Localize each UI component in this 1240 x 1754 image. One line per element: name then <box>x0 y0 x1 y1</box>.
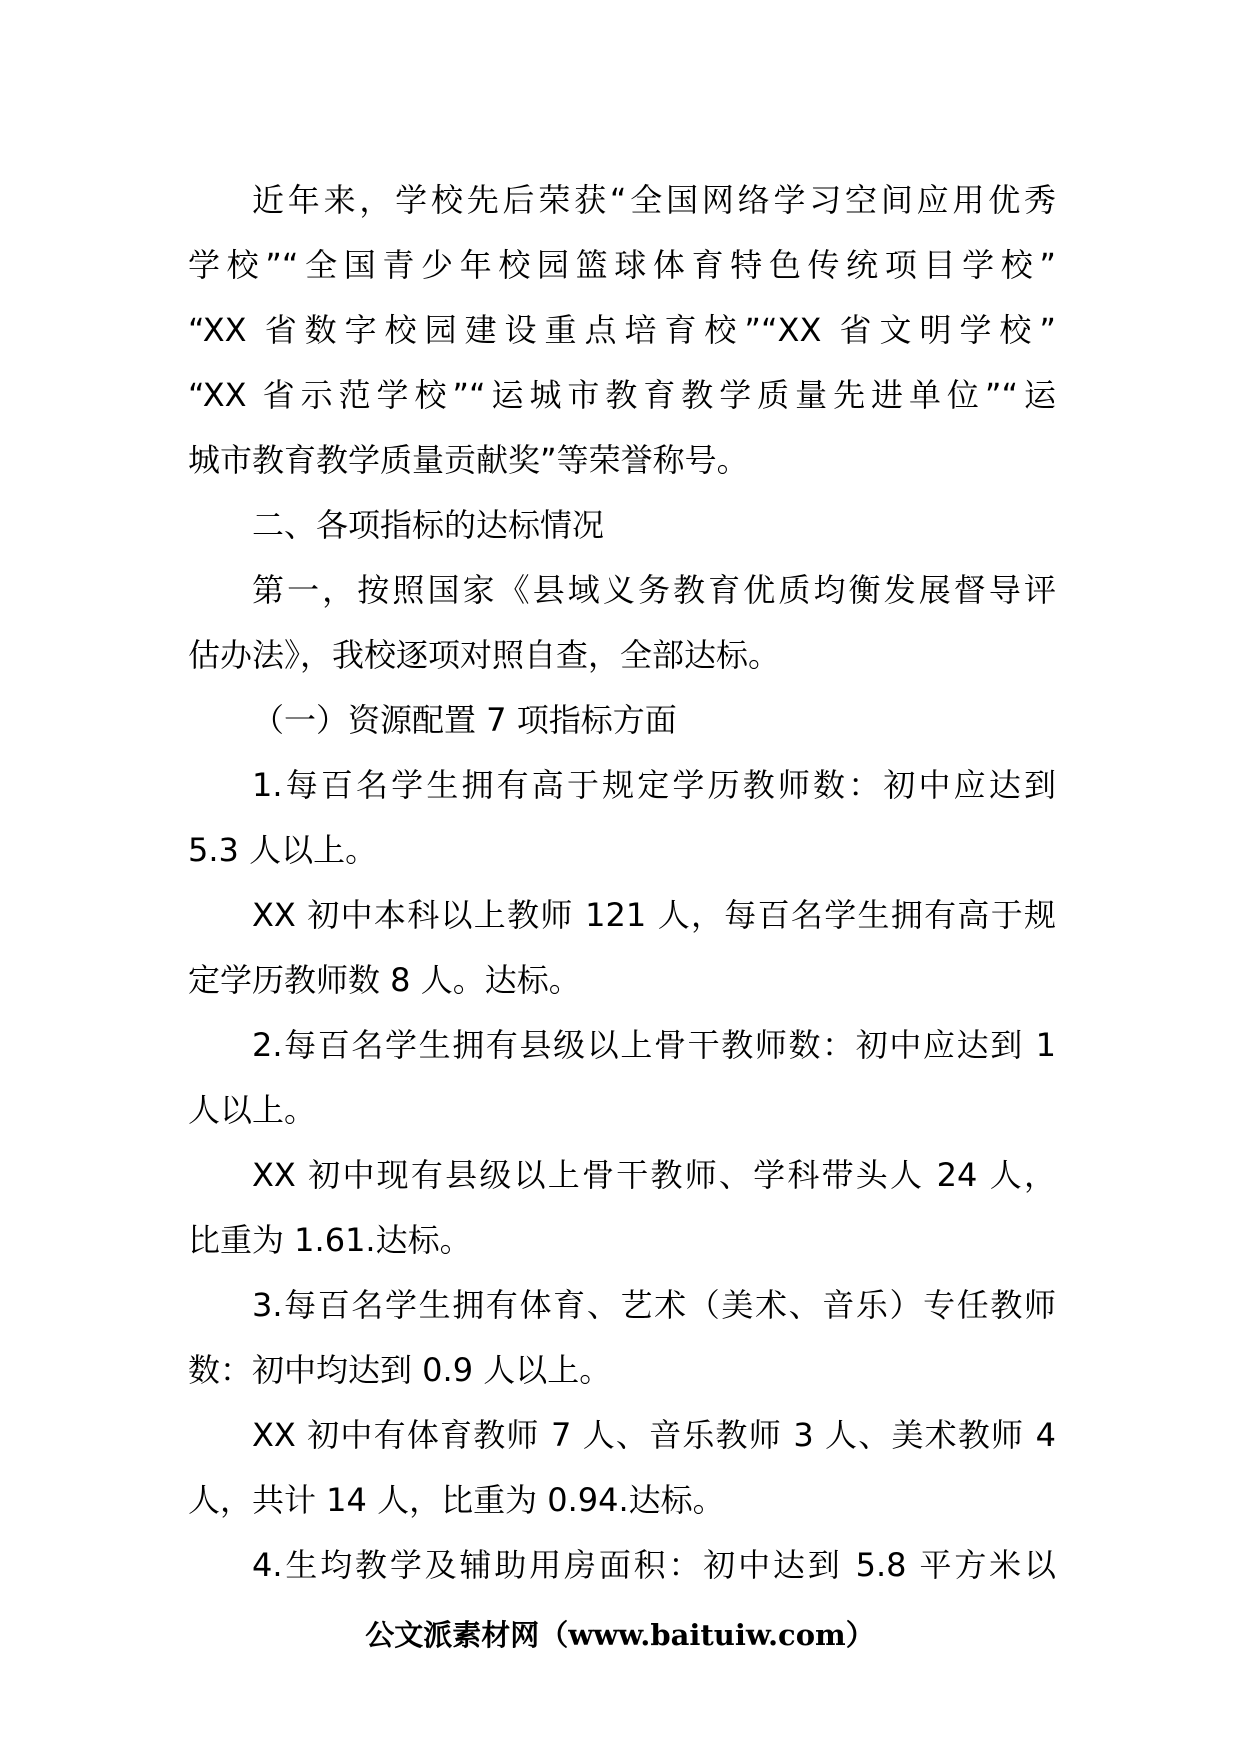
paragraph-line: XX 初中有体育教师 7 人、音乐教师 3 人、美术教师 4 <box>252 1416 1056 1454</box>
paragraph-line: “XX 省数字校园建设重点培育校”“XX 省文明学校” <box>188 311 1056 349</box>
paragraph-line: 估办法》，我校逐项对照自查，全部达标。 <box>188 636 781 674</box>
paragraph-line: 4.生均教学及辅助用房面积：初中达到 5.8 平方米以 <box>252 1546 1056 1584</box>
heading-line: （一）资源配置 7 项指标方面 <box>252 701 677 739</box>
paragraph-self-check <box>188 558 1056 688</box>
paragraph-line: 3.每百名学生拥有体育、艺术（美术、音乐）专任教师 <box>252 1286 1056 1324</box>
paragraph-line: “XX 省示范学校”“运城市教育教学质量先进单位”“运 <box>188 376 1056 414</box>
paragraph-honors <box>188 168 1056 493</box>
paragraph-line: 学校”“全国青少年校园篮球体育特色传统项目学校” <box>188 246 1056 284</box>
subsection-heading-resources <box>188 688 1056 753</box>
indicator-3-requirement <box>188 1273 1056 1403</box>
paragraph-line: 定学历教师数 8 人。达标。 <box>188 961 581 999</box>
paragraph-line: 第一，按照国家《县域义务教育优质均衡发展督导评 <box>252 571 1056 609</box>
paragraph-line: 2.每百名学生拥有县级以上骨干教师数：初中应达到 1 <box>252 1026 1056 1064</box>
paragraph-line: XX 初中现有县级以上骨干教师、学科带头人 24 人， <box>252 1156 1056 1194</box>
indicator-4-requirement <box>188 1533 1056 1598</box>
paragraph-line: 数：初中均达到 0.9 人以上。 <box>188 1351 612 1389</box>
heading-line: 二、各项指标的达标情况 <box>252 506 605 544</box>
document-body <box>188 168 1056 1598</box>
paragraph-line: 人，共计 14 人，比重为 0.94.达标。 <box>188 1481 725 1519</box>
indicator-2-requirement <box>188 1013 1056 1143</box>
paragraph-line: 近年来，学校先后荣获“全国网络学习空间应用优秀 <box>252 181 1056 219</box>
indicator-3-result <box>188 1403 1056 1533</box>
section-heading-indicators <box>188 493 1056 558</box>
paragraph-line: 城市教育教学质量贡献奖”等荣誉称号。 <box>188 441 749 479</box>
indicator-2-result <box>188 1143 1056 1273</box>
indicator-1-result <box>188 883 1056 1013</box>
indicator-1-requirement <box>188 753 1056 883</box>
paragraph-line: 人以上。 <box>188 1091 317 1129</box>
paragraph-line: 5.3 人以上。 <box>188 831 378 869</box>
paragraph-line: 1.每百名学生拥有高于规定学历教师数：初中应达到 <box>252 766 1056 804</box>
paragraph-line: XX 初中本科以上教师 121 人，每百名学生拥有高于规 <box>252 896 1056 934</box>
footer-watermark: 公文派素材网（www.baituiw.com） <box>365 1618 875 1652</box>
paragraph-line: 比重为 1.61.达标。 <box>188 1221 472 1259</box>
